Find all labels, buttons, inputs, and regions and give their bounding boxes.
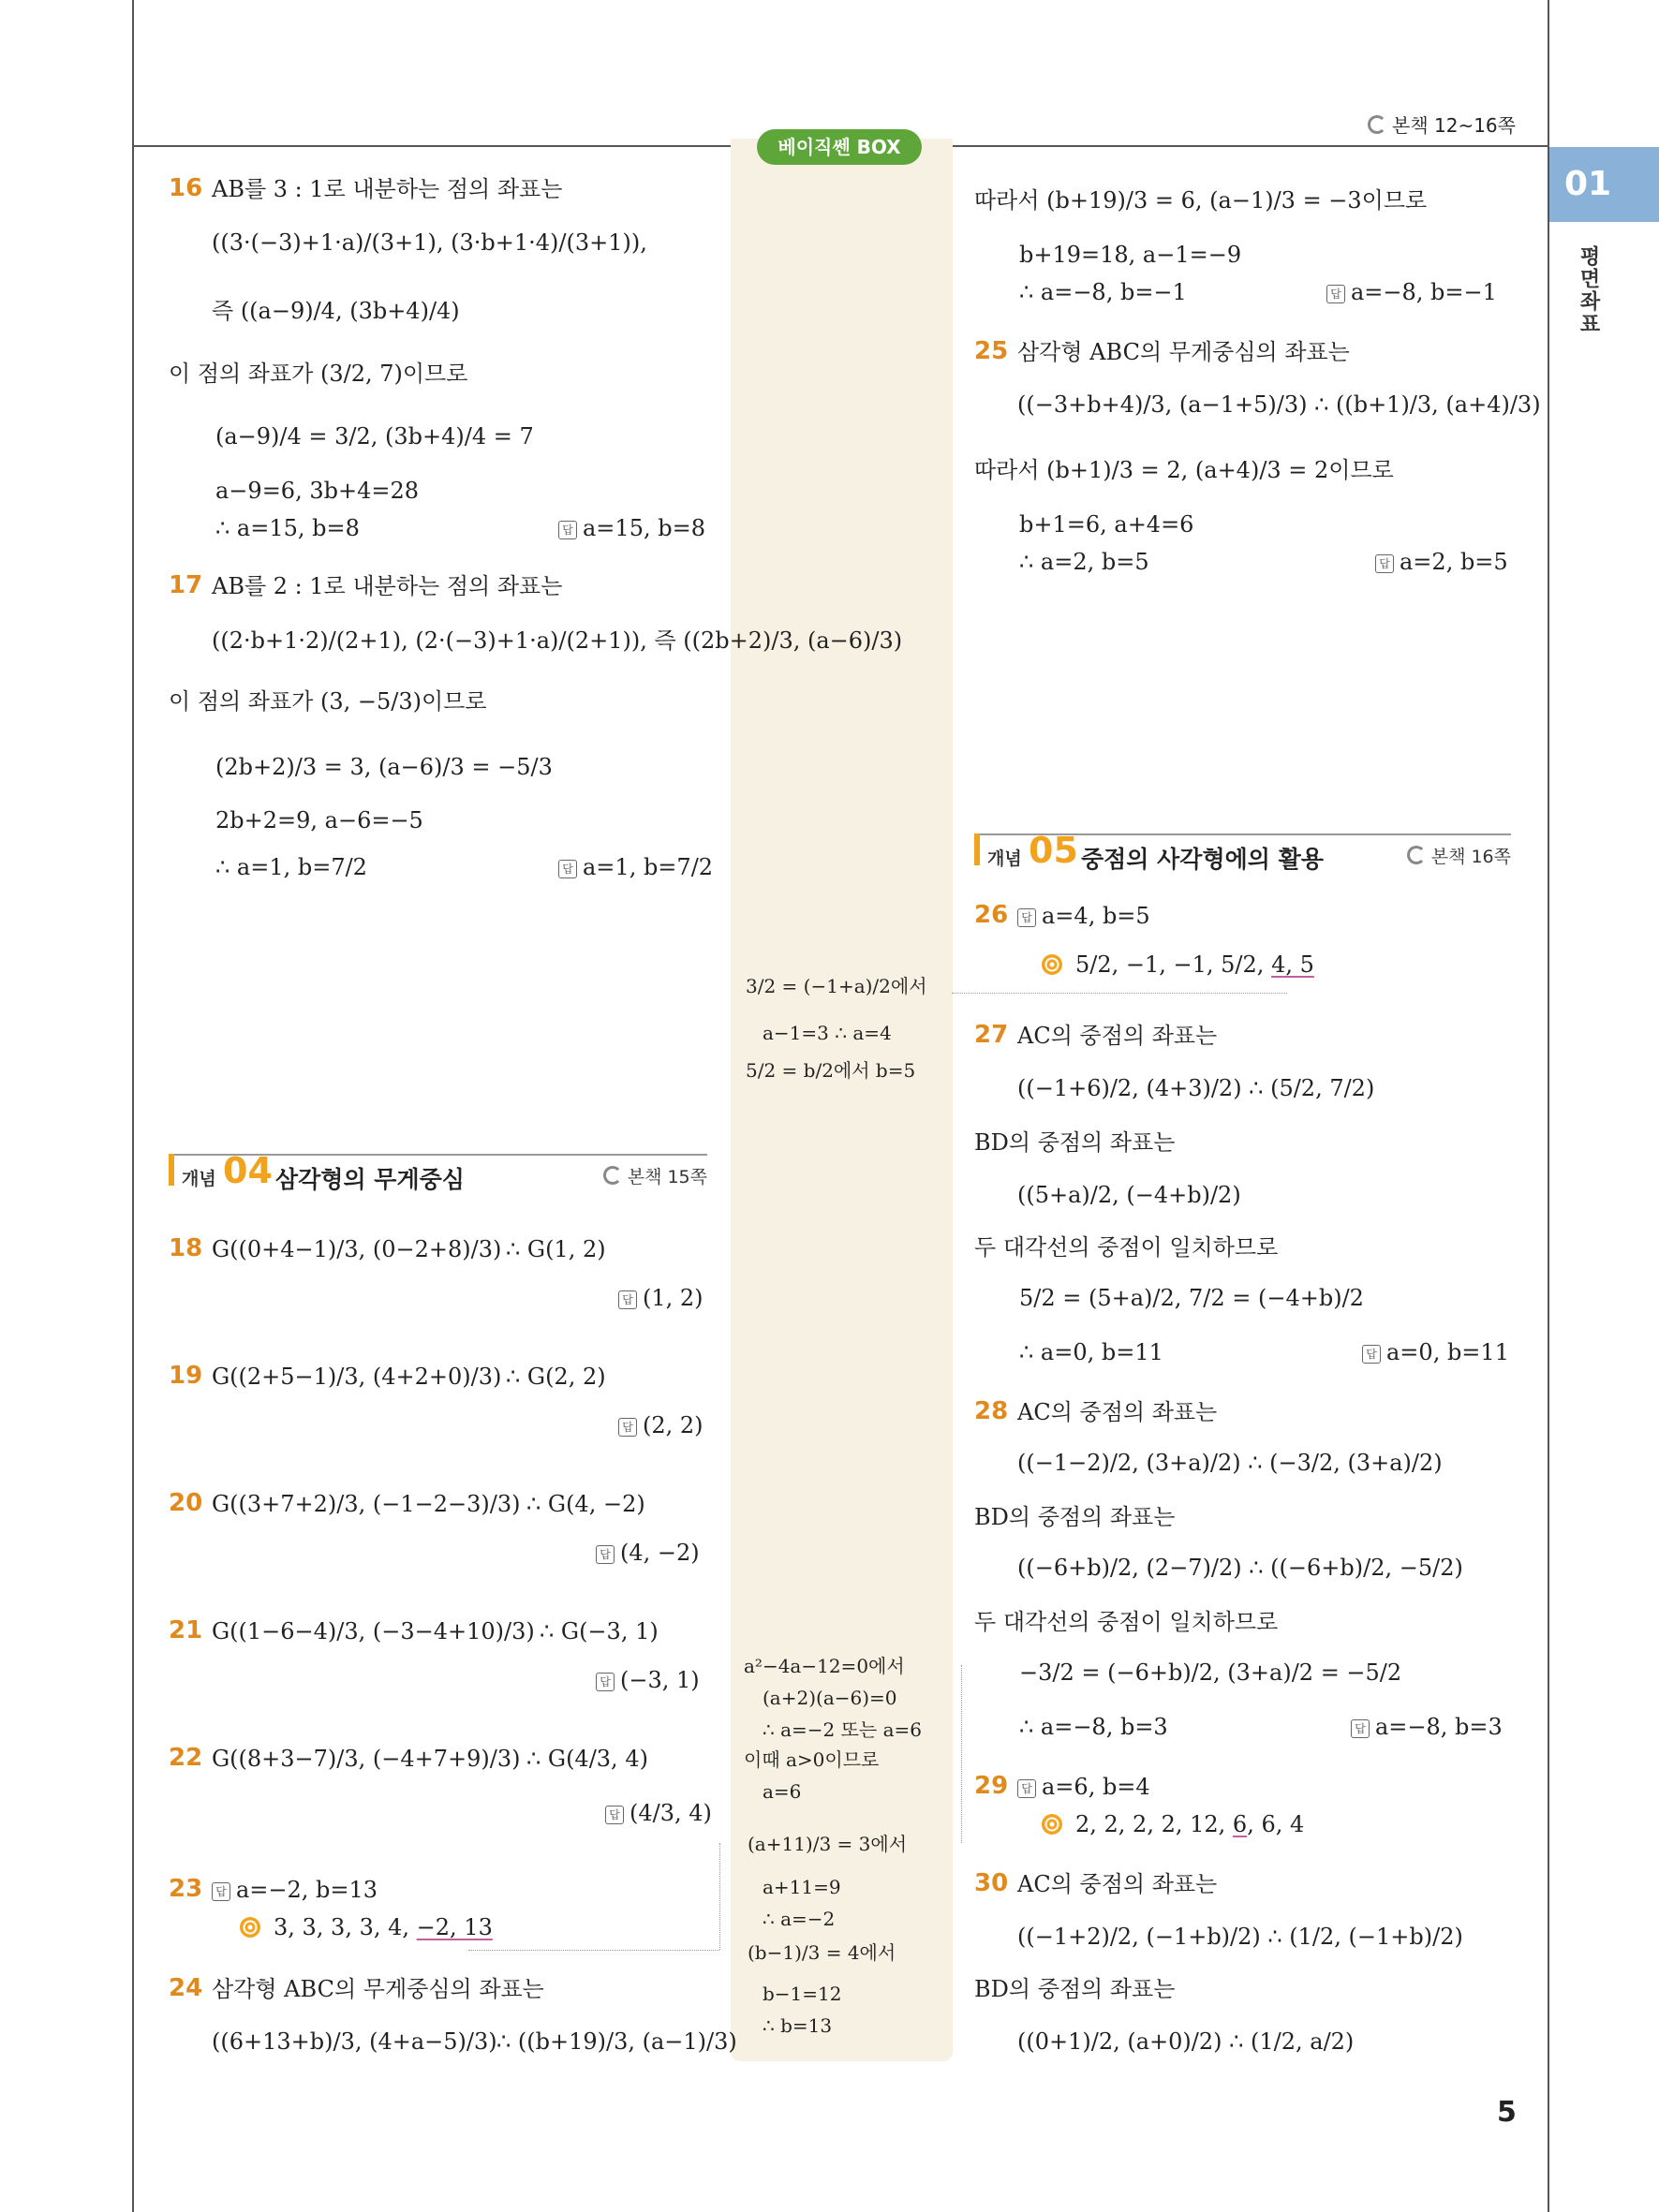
problem-16-line7: ∴ a=15, b=8 (215, 515, 360, 541)
left-margin-line (132, 0, 134, 2212)
concept-05-header (974, 830, 1511, 873)
problem-25-line2: ((−3+b+4)/3, (a−1+5)/3) ∴ ((b+1)/3, (a+4)/3) (1017, 391, 1541, 418)
side-note-2-line5: a=6 (763, 1780, 802, 1803)
concept-04-label: 개념 (182, 1169, 216, 1189)
answer-icon: 답 (618, 1418, 637, 1437)
problem-16-line4: 이 점의 좌표가 (3/2, 7)이므로 (169, 361, 468, 387)
answer-icon: 답 (605, 1806, 624, 1824)
problem-21-answer: 답 (−3, 1) (596, 1667, 700, 1693)
problem-27-line7: ∴ a=0, b=11 (1019, 1339, 1163, 1365)
problem-20-answer: 답 (4, −2) (596, 1540, 700, 1566)
connector-26 (952, 993, 1287, 994)
answer-icon: 답 (1362, 1345, 1381, 1364)
problem-24-line1: 삼각형 ABC의 무게중심의 좌표는 (212, 1976, 544, 2002)
side-note-1-line3: 5/2 = b/2에서 b=5 (746, 1059, 916, 1082)
ref-icon (1368, 115, 1386, 134)
problem-17-line4: (2b+2)/3 = 3, (a−6)/3 = −5/3 (215, 754, 553, 780)
header-ref: 본책 12~16쪽 (1368, 111, 1516, 138)
problem-23-number: 23 (169, 1875, 203, 1903)
problem-19-line2: ∴ G(2, 2) (506, 1364, 606, 1390)
problem-25-line1: 삼각형 ABC의 무게중심의 좌표는 (1017, 339, 1350, 365)
concept-04-ref: 본책 15쪽 (603, 1163, 707, 1188)
problem-17-line2: ((2·b+1·2)/(2+1), (2·(−3)+1·a)/(2+1)), 즉 ((2b+2)/3, (a−6)/3) (212, 627, 903, 654)
basic-box-badge: 베이직쎈 BOX (757, 129, 922, 165)
problem-18-answer: 답 (1, 2) (618, 1285, 704, 1311)
problem-29-target: 2, 2, 2, 2, 12, 6, 6, 4 (1042, 1811, 1304, 1838)
problem-16-line2: ((3·(−3)+1·a)/(3+1), (3·b+1·4)/(3+1)), (212, 229, 647, 256)
problem-28-answer: 답 a=−8, b=3 (1351, 1714, 1503, 1740)
concept-05-bar (974, 833, 980, 865)
problem-27-number: 27 (974, 1021, 1009, 1049)
ref-icon (603, 1166, 622, 1185)
answer-icon: 답 (596, 1673, 615, 1691)
problem-24-answer: 답 a=−8, b=−1 (1326, 279, 1497, 305)
answer-icon: 답 (558, 521, 577, 539)
problem-27-line2: ((−1+6)/2, (4+3)/2) ∴ (5/2, 7/2) (1017, 1075, 1375, 1101)
answer-icon: 답 (1326, 285, 1345, 303)
side-note-3-line5: b−1=12 (763, 1983, 842, 2005)
concept-04-title: 삼각형의 무게중심 (275, 1166, 465, 1193)
connector-23-vertical (719, 1843, 720, 1950)
problem-26-target: 5/2, −1, −1, 5/2, 4, 5 (1042, 951, 1314, 979)
problem-24-line2: ((6+13+b)/3, (4+a−5)/3) (212, 2028, 497, 2055)
problem-26-number: 26 (974, 901, 1009, 929)
problem-21-number: 21 (169, 1616, 203, 1644)
problem-28-line1: AC의 중점의 좌표는 (1017, 1399, 1218, 1425)
page-number: 5 (1497, 2096, 1517, 2129)
problem-16-line3: 즉 ((a−9)/4, (3b+4)/4) (212, 298, 460, 324)
problem-16-line5: (a−9)/4 = 3/2, (3b+4)/4 = 7 (215, 423, 534, 450)
problem-16-line1: AB를 3 : 1로 내분하는 점의 좌표는 (212, 176, 563, 202)
problem-20-line2: ∴ G(4, −2) (526, 1491, 645, 1517)
side-note-3-line1: (a+11)/3 = 3에서 (748, 1833, 908, 1855)
concept-04-header (169, 1150, 707, 1193)
problem-25-line5: ∴ a=2, b=5 (1019, 549, 1149, 575)
answer-icon: 답 (212, 1882, 230, 1901)
problem-30-line4: ((0+1)/2, (a+0)/2) ∴ (1/2, a/2) (1017, 2028, 1355, 2055)
answer-icon: 답 (1375, 554, 1394, 573)
problem-28-line3: BD의 중점의 좌표는 (974, 1504, 1176, 1530)
side-note-3-line4: (b−1)/3 = 4에서 (748, 1941, 896, 1964)
problem-30-line2: ((−1+2)/2, (−1+b)/2) ∴ (1/2, (−1+b)/2) (1017, 1924, 1463, 1950)
problem-22-line1: G((8+3−7)/3, (−4+7+9)/3) (212, 1746, 521, 1772)
problem-28-line2: ((−1−2)/2, (3+a)/2) ∴ (−3/2, (3+a)/2) (1017, 1450, 1443, 1476)
connector-23 (468, 1950, 719, 1951)
target-icon (240, 1917, 260, 1938)
side-note-1-line1: 3/2 = (−1+a)/2에서 (746, 975, 927, 997)
problem-19-number: 19 (169, 1362, 203, 1390)
problem-20-line1: G((3+7+2)/3, (−1−2−3)/3) (212, 1491, 521, 1517)
problem-18-line2: ∴ G(1, 2) (506, 1236, 606, 1262)
problem-22-answer: 답 (4/3, 4) (605, 1800, 712, 1826)
problem-17-line6: ∴ a=1, b=7/2 (215, 854, 367, 880)
problem-26-answer: 답 a=4, b=5 (1017, 903, 1150, 929)
problem-24-line3: ∴ ((b+19)/3, (a−1)/3) (496, 2028, 737, 2055)
concept-04-number: 04 (223, 1150, 273, 1191)
side-note-1-line2: a−1=3 ∴ a=4 (763, 1022, 892, 1044)
problem-28-number: 28 (974, 1397, 1009, 1425)
concept-05-title: 중점의 사각형에의 활용 (1081, 846, 1324, 873)
concept-05-number: 05 (1029, 830, 1078, 871)
side-note-3-line3: ∴ a=−2 (763, 1908, 836, 1930)
problem-28-line6: −3/2 = (−6+b)/2, (3+a)/2 = −5/2 (1019, 1659, 1402, 1686)
problem-27-line1: AC의 중점의 좌표는 (1017, 1023, 1218, 1049)
side-note-3-line2: a+11=9 (763, 1876, 841, 1898)
problem-28-line7: ∴ a=−8, b=3 (1019, 1714, 1168, 1740)
answer-icon: 답 (618, 1290, 637, 1309)
problem-25-number: 25 (974, 337, 1009, 365)
problem-22-number: 22 (169, 1744, 203, 1772)
concept-05-label: 개념 (987, 848, 1022, 869)
concept-05-ref: 본책 16쪽 (1407, 843, 1511, 868)
problem-29-number: 29 (974, 1772, 1009, 1800)
right-margin-line (1548, 0, 1549, 2212)
problem-24-cont-line3: ∴ a=−8, b=−1 (1019, 279, 1187, 305)
side-note-2-line1: a²−4a−12=0에서 (744, 1655, 905, 1677)
problem-18-number: 18 (169, 1234, 203, 1262)
problem-24-number: 24 (169, 1974, 203, 2002)
problem-25-line3: 따라서 (b+1)/3 = 2, (a+4)/3 = 2이므로 (974, 457, 1394, 483)
problem-21-line1: G((1−6−4)/3, (−3−4+10)/3) (212, 1618, 535, 1644)
side-note-2-line2: (a+2)(a−6)=0 (763, 1687, 897, 1709)
side-note-2-line4: 이때 a>0이므로 (744, 1748, 880, 1771)
problem-24-cont-line1: 따라서 (b+19)/3 = 6, (a−1)/3 = −3이므로 (974, 187, 1428, 214)
answer-icon: 답 (1017, 908, 1036, 927)
problem-21-line2: ∴ G(−3, 1) (540, 1618, 659, 1644)
target-icon (1042, 954, 1062, 975)
answer-icon: 답 (558, 860, 577, 878)
problem-17-line1: AB를 2 : 1로 내분하는 점의 좌표는 (212, 573, 563, 599)
problem-29-answer: 답 a=6, b=4 (1017, 1774, 1150, 1800)
problem-23-target: 3, 3, 3, 3, 4, −2, 13 (240, 1914, 493, 1941)
problem-30-number: 30 (974, 1869, 1009, 1897)
problem-23-answer: 답 a=−2, b=13 (212, 1877, 378, 1903)
problem-19-answer: 답 (2, 2) (618, 1412, 704, 1438)
problem-19-line1: G((2+5−1)/3, (4+2+0)/3) (212, 1364, 502, 1390)
problem-28-line5: 두 대각선의 중점이 일치하므로 (974, 1609, 1279, 1635)
problem-30-line3: BD의 중점의 좌표는 (974, 1976, 1176, 2002)
answer-icon: 답 (596, 1545, 615, 1564)
problem-28-line4: ((−6+b)/2, (2−7)/2) ∴ ((−6+b)/2, −5/2) (1017, 1555, 1463, 1581)
problem-24-cont-line2: b+19=18, a−1=−9 (1019, 242, 1242, 268)
problem-17-answer: 답 a=1, b=7/2 (558, 854, 713, 880)
chapter-tab: 01 (1549, 147, 1659, 222)
connector-29 (961, 1665, 962, 1843)
problem-27-line5: 두 대각선의 중점이 일치하므로 (974, 1234, 1279, 1261)
problem-25-answer: 답 a=2, b=5 (1375, 549, 1508, 575)
side-note-2-line3: ∴ a=−2 또는 a=6 (763, 1718, 923, 1741)
target-icon (1042, 1814, 1062, 1835)
problem-16-line6: a−9=6, 3b+4=28 (215, 478, 419, 504)
problem-27-answer: 답 a=0, b=11 (1362, 1339, 1509, 1365)
concept-04-bar (169, 1154, 174, 1186)
problem-17-line5: 2b+2=9, a−6=−5 (215, 807, 423, 833)
chapter-title: 평면좌표 (1577, 245, 1600, 335)
side-note-3-line6: ∴ b=13 (763, 2014, 833, 2037)
problem-22-line2: ∴ G(4/3, 4) (526, 1746, 648, 1772)
answer-icon: 답 (1351, 1719, 1370, 1738)
problem-18-line1: G((0+4−1)/3, (0−2+8)/3) (212, 1236, 502, 1262)
problem-17-line3: 이 점의 좌표가 (3, −5/3)이므로 (169, 688, 487, 715)
problem-27-line4: ((5+a)/2, (−4+b)/2) (1017, 1182, 1241, 1208)
problem-16-answer: 답 a=15, b=8 (558, 515, 705, 541)
ref-icon (1407, 846, 1426, 864)
problem-17-number: 17 (169, 571, 203, 599)
problem-27-line3: BD의 중점의 좌표는 (974, 1129, 1176, 1156)
answer-icon: 답 (1017, 1779, 1036, 1798)
problem-27-line6: 5/2 = (5+a)/2, 7/2 = (−4+b)/2 (1019, 1285, 1364, 1311)
basic-box-column (731, 139, 953, 2061)
problem-16-number: 16 (169, 174, 203, 202)
problem-20-number: 20 (169, 1489, 203, 1517)
problem-30-line1: AC의 중점의 좌표는 (1017, 1871, 1218, 1897)
problem-25-line4: b+1=6, a+4=6 (1019, 511, 1194, 538)
